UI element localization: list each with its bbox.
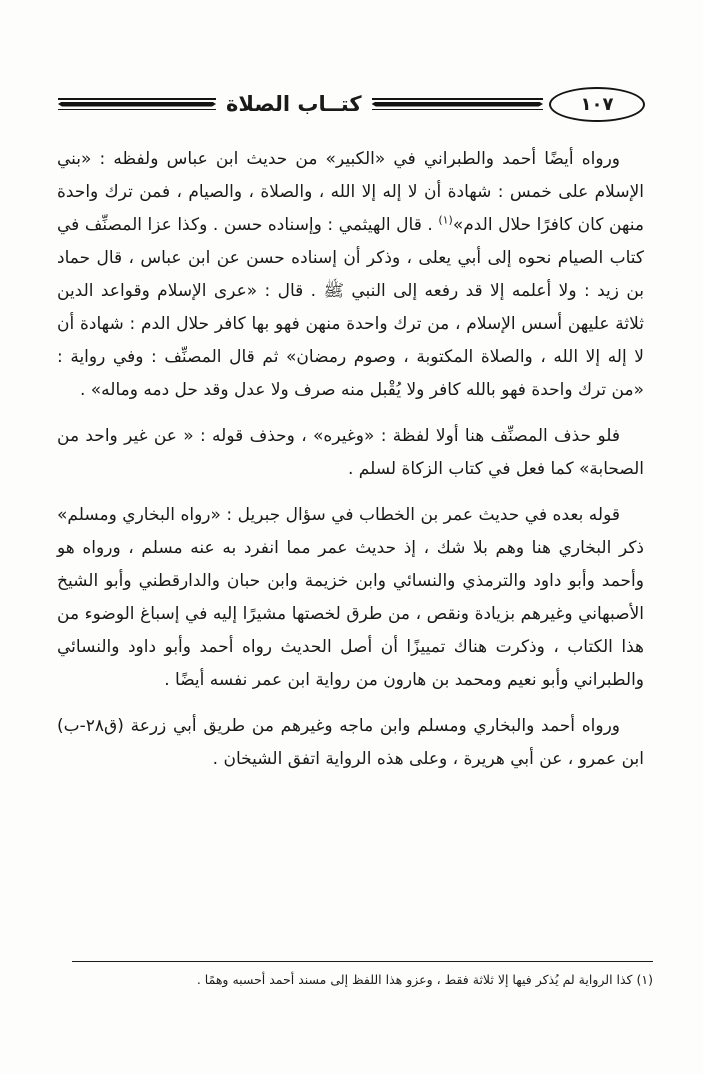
paragraph-text: ورواه أيضًا أحمد والطبراني في «الكبير» من حديث ابن عباس ولفظه : «بني الإسلام على خمس : شهادة أن لا إله إلا الله ، والصلاة ، والصيام ، فمن ترك واحدة منهن كان كافرًا حلال الدم» (57, 149, 644, 235)
footnote-section (72, 961, 653, 990)
rule-thick-bar (372, 102, 543, 107)
paragraph-1 (57, 143, 644, 407)
footnote-text: كذا الرواية لم يُذكر فيها إلا ثلاثة فقط ، وعزو هذا اللفظ إلى مسند أحمد أحسبه وهمًا . (196, 972, 633, 987)
header-rule-right (372, 98, 543, 110)
page-number: ١٠٧ (580, 93, 614, 115)
page-number-badge (549, 87, 645, 122)
rule-thin-line (58, 109, 216, 111)
paragraph-2: فلو حذف المصنِّف هنا أولا لفظة : «وغيره» ، وحذف قوله : « عن غير واحد من الصحابة» كما فعل في كتاب الزكاة لسلم . (57, 426, 644, 479)
book-title: كتــاب الصلاة (226, 92, 362, 116)
footnote-ref: (١) (438, 213, 453, 227)
footnote (72, 970, 653, 990)
page-header (58, 84, 645, 124)
rule-thin-line (58, 98, 216, 100)
rule-thick-bar (58, 102, 216, 107)
rule-thin-line (372, 98, 543, 100)
header-rule-left (58, 98, 216, 110)
paragraph-3: قوله بعده في حديث عمر بن الخطاب في سؤال جبريل : «رواه البخاري ومسلم» ذكر البخاري هنا وهم بلا شك ، إذ حديث عمر مما انفرد به عنه مسلم ، ورواه هو وأحمد وأبو داود والترمذي والنسائي وابن خزيمة وابن حبان والدارقطني وأبو الشيخ الأصبهاني وغيرهم بزيادة ونقص ، من طرق لخصتها مشيرًا إليه في إسباغ الوضوء من هذا الكتاب ، وذكرت هناك تمييزًا أن أصل الحديث رواه أحمد وأبو داود والنسائي والطبراني وأبو نعيم ومحمد بن هارون من رواية ابن عمر نفسه أيضًا . (57, 505, 644, 690)
paragraph-4: ورواه أحمد والبخاري ومسلم وابن ماجه وغيرهم من طريق أبي زرعة (ق٢٨-ب) ابن عمرو ، عن أبي هريرة ، وعلى هذه الرواية اتفق الشيخان . (57, 716, 644, 769)
paragraph-text: . قال الهيثمي : وإسناده حسن . وكذا عزا المصنِّف في كتاب الصيام نحوه إلى أبي يعلى ، وذكر أن إسناده حسن عن ابن عباس ، قال حماد بن زيد : ولا أعلمه إلا قد رفعه إلى النبي ﷺ . قال : «عرى الإسلام وقواعد الدين ثلاثة عليهن أسس الإسلام ، من ترك واحدة منهن فهو بها كافر حلال الدم : شهادة أن لا إله إلا الله ، والصلاة المكتوبة ، وصوم رمضان» ثم قال المصنِّف : وفي رواية : «من ترك واحدة فهو بالله كافر ولا يُقْبل منه صرف ولا عدل وقد حل دمه وماله» . (57, 215, 644, 400)
footnote-marker: (١) (636, 972, 653, 987)
rule-thin-line (372, 109, 543, 111)
page-body (57, 143, 644, 789)
